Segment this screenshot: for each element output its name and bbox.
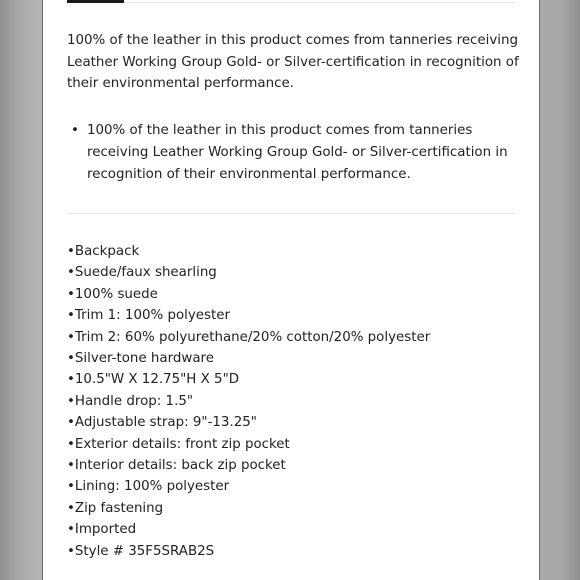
spec-text: Handle drop: 1.5" <box>74 393 194 409</box>
spec-text: Interior details: back zip pocket <box>74 458 286 474</box>
spec-text: Exterior details: front zip pocket <box>74 436 290 452</box>
product-description <box>67 30 519 559</box>
bullet-icon: • <box>67 543 75 559</box>
spec-item <box>67 284 430 305</box>
bullet-icon: • <box>67 393 75 409</box>
product-details-panel <box>42 0 540 580</box>
spec-item <box>67 305 430 326</box>
bullet-icon: • <box>67 308 75 324</box>
sustainability-bullet-list <box>67 120 519 186</box>
spec-text: Imported <box>74 522 137 538</box>
spec-item <box>67 434 430 455</box>
bullet-icon: • <box>67 351 75 367</box>
spec-text: Adjustable strap: 9"-13.25" <box>74 415 257 431</box>
spec-item <box>67 541 430 562</box>
spec-text: 100% suede <box>74 286 158 302</box>
spec-item <box>67 498 430 519</box>
bullet-icon: • <box>67 500 75 516</box>
sustainability-paragraph: 100% of the leather in this product comes from tanneries receiving Leather Working Group Gold- or Silver-certification in recognition of their environmental performance. <box>67 33 519 91</box>
spec-item <box>67 369 430 390</box>
spec-item <box>67 241 430 262</box>
bullet-icon: • <box>71 123 79 138</box>
tab-divider <box>124 2 515 3</box>
bullet-icon: • <box>67 458 75 474</box>
spec-item <box>67 348 430 369</box>
spec-text: Silver-tone hardware <box>74 351 214 367</box>
spec-item <box>67 476 430 497</box>
product-specs-list <box>67 241 430 562</box>
section-divider <box>67 213 515 214</box>
active-tab-indicator <box>67 0 124 3</box>
bullet-icon: • <box>67 265 75 281</box>
spec-text: Trim 1: 100% polyester <box>74 308 231 324</box>
list-item-text: 100% of the leather in this product comes from tanneries receiving Leather Working Group Gold- or Silver-certification in recognition of their environmental performance. <box>87 123 508 182</box>
spec-text: Trim 2: 60% polyurethane/20% cotton/20% polyester <box>74 329 431 345</box>
bullet-icon: • <box>67 479 75 495</box>
spec-text: Backpack <box>74 244 140 259</box>
spec-text: Zip fastening <box>74 500 164 516</box>
bullet-icon: • <box>67 286 75 302</box>
list-item <box>67 120 519 186</box>
spec-text: 10.5"W X 12.75"H X 5"D <box>74 372 240 388</box>
spec-text: Style # 35F5SRAB2S <box>74 543 215 559</box>
bullet-icon: • <box>67 244 75 259</box>
bullet-icon: • <box>67 522 75 538</box>
bullet-icon: • <box>67 415 75 431</box>
spec-item <box>67 412 430 433</box>
spec-item <box>67 455 430 476</box>
spec-text: Suede/faux shearling <box>74 265 217 281</box>
spec-item <box>67 262 430 283</box>
spec-item <box>67 327 430 348</box>
spec-item <box>67 391 430 412</box>
bullet-icon: • <box>67 372 75 388</box>
bullet-icon: • <box>67 436 75 452</box>
spec-text: Lining: 100% polyester <box>74 479 230 495</box>
spec-item <box>67 519 430 540</box>
bullet-icon: • <box>67 329 75 345</box>
